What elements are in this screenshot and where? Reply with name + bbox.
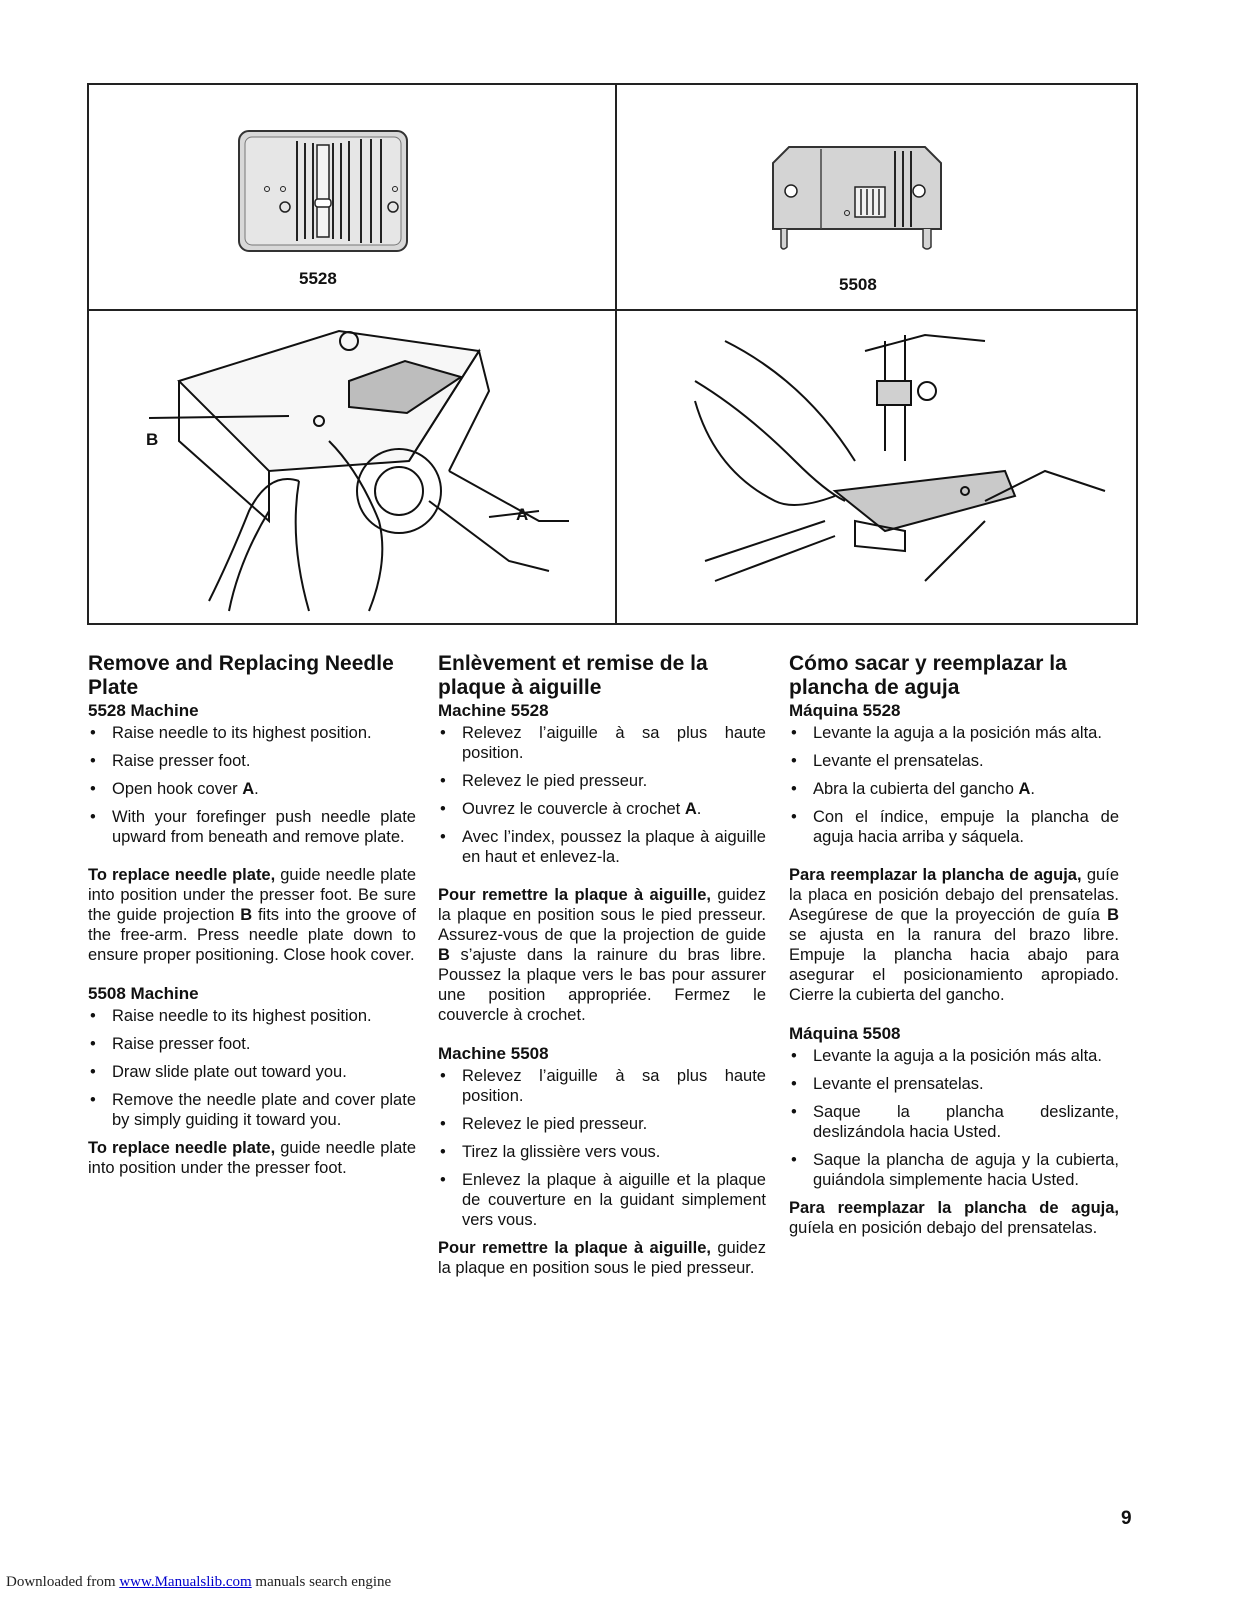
spanish-title: Cómo sacar y reemplazar la plancha de aguja <box>789 652 1067 699</box>
figure-divider-horizontal <box>89 309 1136 311</box>
english-steps-5508 <box>88 1006 416 1130</box>
list-item: • Relevez l’aiguille à sa plus haute position. <box>438 1066 766 1106</box>
list-item: • Saque la plancha de aguja y la cubierta, guiándola simplemente hacia Usted. <box>789 1150 1119 1190</box>
spanish-subheading-5528: Máquina 5528 <box>789 701 901 720</box>
list-item: • Raise needle to its highest position. <box>88 723 416 743</box>
list-item: • Tirez la glissière vers vous. <box>438 1142 766 1162</box>
list-item: • Draw slide plate out toward you. <box>88 1062 416 1082</box>
figure-label-5508: 5508 <box>839 275 877 294</box>
spanish-steps-5508 <box>789 1046 1119 1190</box>
spanish-steps-5528 <box>789 723 1119 847</box>
figure-divider-vertical <box>615 85 617 623</box>
english-subheading-5508: 5508 Machine <box>88 984 199 1003</box>
figure-label-5528: 5528 <box>299 269 337 288</box>
column-spanish <box>789 652 1119 1238</box>
english-replace-5528: To replace needle plate, guide needle plate into position under the presser foot. Be sure the guide projection B fits into the groove of the free-arm. Press needle plate down to ensure proper positioning. Close hook cover. <box>88 866 417 964</box>
footer-suffix: manuals search engine <box>251 1574 392 1590</box>
callout-b: B <box>146 430 159 449</box>
needle-plate-5508-illustration <box>769 143 945 253</box>
english-replace-5508: To replace needle plate, guide needle plate into position under the presser foot. <box>88 1139 417 1177</box>
list-item: • Remove the needle plate and cover plate by simply guiding it toward you. <box>88 1090 416 1130</box>
french-steps-5528 <box>438 723 766 867</box>
footer-prefix: Downloaded from <box>6 1574 120 1590</box>
list-item: • Con el índice, empuje la plancha de aguja hacia arriba y sáquela. <box>789 807 1119 847</box>
list-item: • Relevez le pied presseur. <box>438 771 766 791</box>
list-item: • Levante el prensatelas. <box>789 1074 1119 1094</box>
list-item: • Levante la aguja a la posición más alta. <box>789 1046 1119 1066</box>
figure-grid <box>87 83 1138 625</box>
list-item: • Abra la cubierta del gancho A. <box>789 779 1119 799</box>
list-item: • Raise presser foot. <box>88 751 416 771</box>
french-replace-5528: Pour remettre la plaque à aiguille, guidez la plaque en position sous le pied presseur. Assurez-vous de que la projection de guide B s’ajuste dans la rainure du bras libre. Poussez la plaque vers le bas pour assurer une position appropriée. Fermez le couvercle à crochet. <box>438 886 766 1024</box>
column-english <box>88 652 416 1178</box>
list-item: • Raise presser foot. <box>88 1034 416 1054</box>
remove-plate-5508-illustration <box>685 321 1125 617</box>
spanish-replace-5508: Para reemplazar la plancha de aguja, guíela en posición debajo del prensatelas. <box>789 1199 1119 1237</box>
list-item: • Relevez l’aiguille à sa plus haute position. <box>438 723 766 763</box>
english-steps-5528 <box>88 723 416 847</box>
list-item: • Levante el prensatelas. <box>789 751 1119 771</box>
list-item: • Levante la aguja a la posición más alta. <box>789 723 1119 743</box>
manualslib-link[interactable]: www.Manualslib.com <box>119 1574 252 1590</box>
list-item: • Raise needle to its highest position. <box>88 1006 416 1026</box>
spanish-subheading-5508: Máquina 5508 <box>789 1024 901 1043</box>
list-item: • Open hook cover A. <box>88 779 416 799</box>
list-item: • Relevez le pied presseur. <box>438 1114 766 1134</box>
list-item: • Saque la plancha deslizante, deslizándola hacia Usted. <box>789 1102 1119 1142</box>
list-item: • Ouvrez le couvercle à crochet A. <box>438 799 766 819</box>
french-steps-5508 <box>438 1066 766 1230</box>
french-title: Enlèvement et remise de la plaque à aiguille <box>438 652 708 699</box>
page-number: 9 <box>1121 1508 1132 1529</box>
callout-a: A <box>516 505 529 524</box>
french-replace-5508: Pour remettre la plaque à aiguille, guidez la plaque en position sous le pied presseur. <box>438 1239 766 1277</box>
english-subheading-5528: 5528 Machine <box>88 701 199 720</box>
remove-plate-5528-illustration <box>149 321 605 621</box>
spanish-replace-5528: Para reemplazar la plancha de aguja, guíe la placa en posición debajo del prensatelas. Asegúrese de que la proyección de guía B se ajusta en la ranura del brazo libre. Empuje la plancha hacia abajo para asegurar el posicionamiento apropiado. Cierre la cubierta del gancho. <box>789 866 1119 1004</box>
column-french <box>438 652 766 1278</box>
english-title: Remove and Replacing Needle Plate <box>88 652 394 699</box>
french-subheading-5528: Machine 5528 <box>438 701 549 720</box>
list-item: • With your forefinger push needle plate upward from beneath and remove plate. <box>88 807 416 847</box>
download-footer <box>6 1574 391 1591</box>
list-item: • Enlevez la plaque à aiguille et la plaque de couverture en la guidant simplement vers vous. <box>438 1170 766 1230</box>
french-subheading-5508: Machine 5508 <box>438 1044 549 1063</box>
needle-plate-5528-illustration <box>237 129 409 255</box>
list-item: • Avec l’index, poussez la plaque à aiguille en haut et enlevez-la. <box>438 827 766 867</box>
